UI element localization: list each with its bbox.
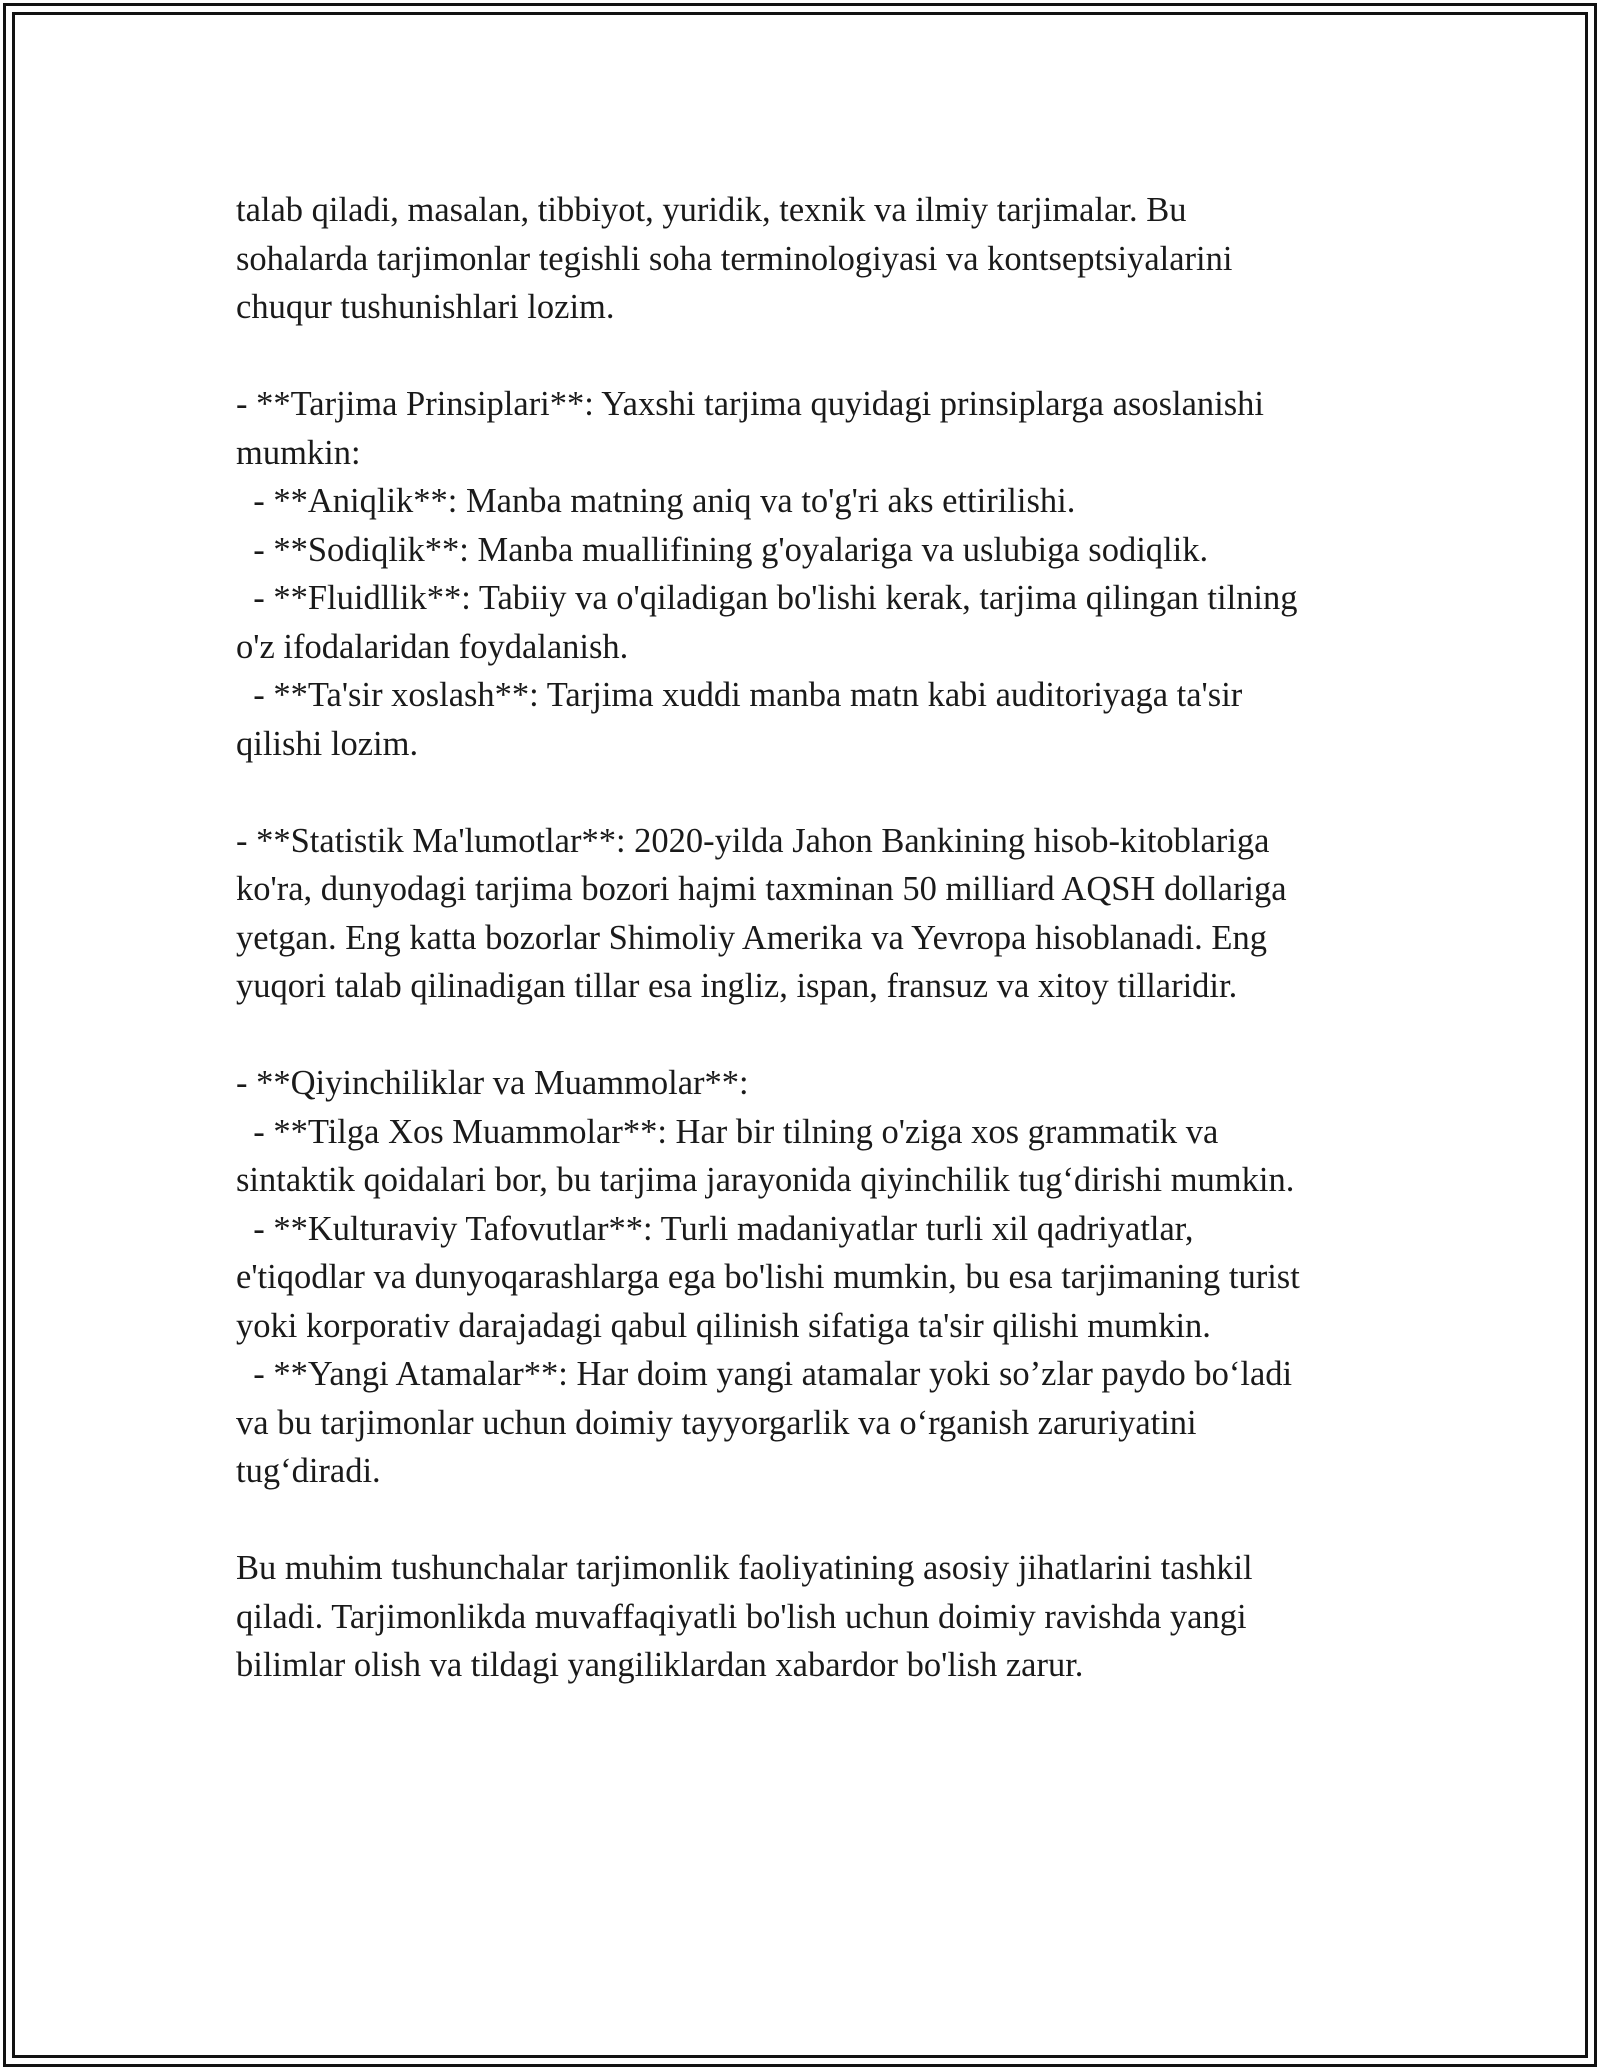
text-line: sintaktik qoidalari bor, bu tarjima jarayonida qiyinchilik tug‘dirishi mumkin. (236, 1161, 1295, 1199)
text-line: - **Qiyinchiliklar va Muammolar**: (236, 1064, 749, 1102)
text-line: bilimlar olish va tildagi yangiliklardan xabardor bo'lish zarur. (236, 1646, 1084, 1684)
document-body (236, 186, 1386, 1690)
text-line: - **Fluidllik**: Tabiiy va o'qiladigan bo'lishi kerak, tarjima qilingan tilning (236, 579, 1298, 617)
text-line: sohalarda tarjimonlar tegishli soha terminologiyasi va kontseptsiyalarini (236, 239, 1233, 278)
text-line: chuqur tushunishlari lozim. (236, 288, 615, 326)
paragraph-gap (236, 1496, 1386, 1545)
text-line: o'z ifodalaridan foydalanish. (236, 627, 629, 666)
text-line: - **Yangi Atamalar**: Har doim yangi atamalar yoki so’zlar paydo bo‘ladi (236, 1355, 1293, 1393)
text-line: - **Tarjima Prinsiplari**: Yaxshi tarjima quyidagi prinsiplarga asoslanishi (236, 385, 1264, 423)
text-line: va bu tarjimonlar uchun doimiy tayyorgarlik va o‘rganish zaruriyatini (236, 1403, 1197, 1442)
challenges-section (236, 1059, 1386, 1496)
text-line: - **Tilga Xos Muammolar**: Har bir tilning o'ziga xos grammatik va (236, 1112, 1219, 1151)
text-line: - **Ta'sir xoslash**: Tarjima xuddi manba matn kabi auditoriyaga ta'sir (236, 676, 1243, 714)
paragraph-gap (236, 1011, 1386, 1060)
principles-section (236, 380, 1386, 768)
text-line: qiladi. Tarjimonlikda muvaffaqiyatli bo'lish uchun doimiy ravishda yangi (236, 1597, 1247, 1636)
paragraph-gap (236, 332, 1386, 381)
text-line: - **Aniqlik**: Manba matning aniq va to'g'ri aks ettirilishi. (236, 482, 1076, 520)
text-line: ko'ra, dunyodagi tarjima bozori hajmi taxminan 50 milliard AQSH dollariga (236, 870, 1287, 908)
text-line: e'tiqodlar va dunyoqarashlarga ega bo'lishi mumkin, bu esa tarjimaning turist (236, 1258, 1300, 1296)
intro-paragraph (236, 186, 1386, 332)
text-line: talab qiladi, masalan, tibbiyot, yuridik, texnik va ilmiy tarjimalar. Bu (236, 191, 1187, 229)
text-line: - **Kulturaviy Tafovutlar**: Turli madaniyatlar turli xil qadriyatlar, (236, 1209, 1194, 1248)
text-line: mumkin: (236, 433, 361, 472)
paragraph-gap (236, 768, 1386, 817)
text-line: Bu muhim tushunchalar tarjimonlik faoliyatining asosiy jihatlarini tashkil (236, 1549, 1253, 1587)
text-line: yoki korporativ darajadagi qabul qilinish sifatiga ta'sir qilishi mumkin. (236, 1306, 1211, 1345)
text-line: yetgan. Eng katta bozorlar Shimoliy Amerika va Yevropa hisoblanadi. Eng (236, 918, 1267, 957)
text-line: - **Sodiqlik**: Manba muallifining g'oyalariga va uslubiga sodiqlik. (236, 530, 1209, 569)
text-line: qilishi lozim. (236, 724, 419, 763)
text-line: yuqori talab qilinadigan tillar esa ingliz, ispan, fransuz va xitoy tillaridir. (236, 967, 1238, 1005)
text-line: - **Statistik Ma'lumotlar**: 2020-yilda Jahon Bankining hisob-kitoblariga (236, 821, 1270, 860)
statistics-section (236, 817, 1386, 1011)
text-line: tug‘diradi. (236, 1452, 381, 1490)
conclusion-paragraph (236, 1544, 1386, 1690)
